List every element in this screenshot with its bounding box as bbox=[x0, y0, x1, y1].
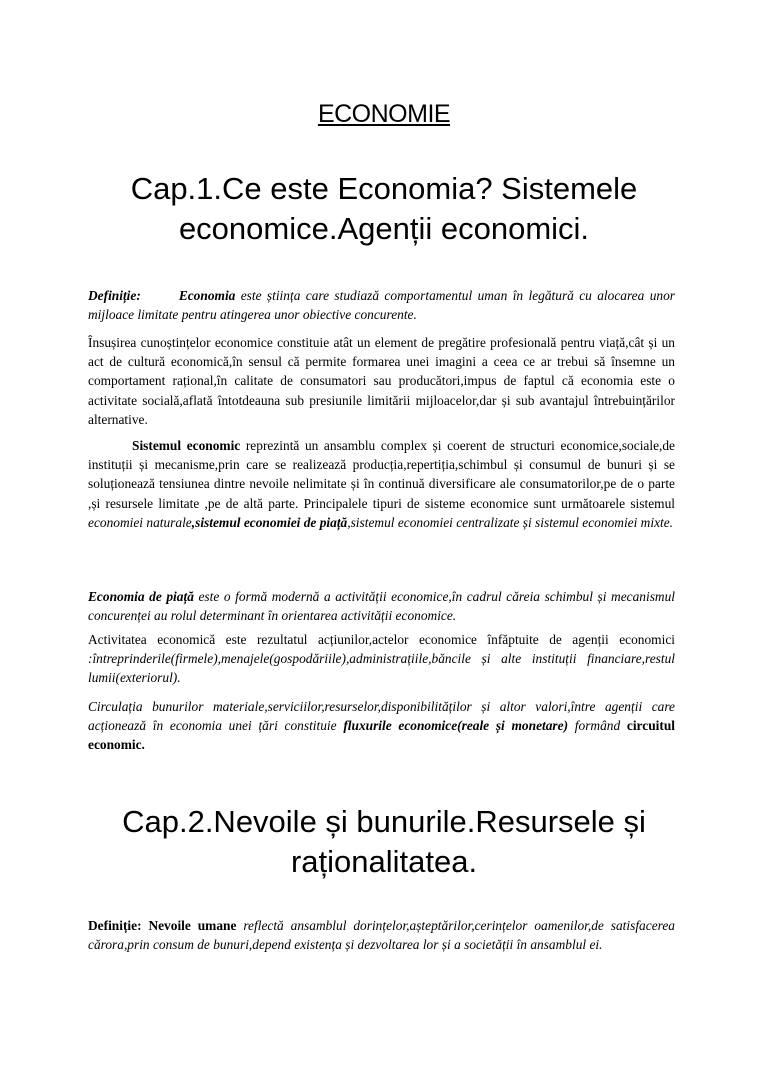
economic-system-text: reprezintă un ansamblu complex și coerent de structuri economice,sociale,de instituții și mecanisme,prin care se realizează producția,repertiția,schimbul și consumul de bunuri și se soluționează tensiunea dintre nevoile nelimitate și în continuă diversificare ale consumatorilor,pe de o parte ,și resursele limitate ,pe de altă parte. Principalele tipuri de sisteme economice sunt următoarele sistemul bbox=[88, 438, 676, 511]
chapter-1-title-line-1: Cap.1.Ce este Economia? Sistemele bbox=[130, 171, 638, 206]
economic-flows-connector: formând bbox=[568, 718, 627, 734]
economic-system-term: Sistemul economic bbox=[132, 438, 241, 453]
economic-flows-term: fluxurile economice(reale și monetare) bbox=[343, 718, 569, 734]
paragraph-economic-activity bbox=[88, 630, 675, 688]
definition-label: Definiție: bbox=[88, 288, 141, 303]
economic-system-italic-1: economiei naturale bbox=[88, 514, 192, 530]
economic-activity-text: Activitatea economică este rezultatul acțiunilor,actelor economice înfăptuite de agenții economici bbox=[88, 632, 675, 647]
chapter-1-heading bbox=[70, 169, 698, 249]
market-economy-term: Economia de piață bbox=[88, 589, 194, 604]
chapter-1-title-line-2: economice.Agenții economici. bbox=[178, 211, 590, 246]
document-title: ECONOMIE bbox=[317, 100, 451, 128]
paragraph-economic-system bbox=[88, 436, 675, 532]
economic-circuit-term: circuitul economic. bbox=[88, 718, 675, 753]
definition-economy bbox=[88, 286, 675, 324]
economic-agents-list: :întreprinderile(firmele),menajele(gospodăriile),administrațiile,băncile și alte instituții financiare,restul lumii(exteriorul). bbox=[88, 651, 675, 686]
chapter-2-title-line-1: Cap.2.Nevoile și bunurile.Resursele și bbox=[122, 804, 646, 839]
human-needs-text: reflectă ansamblul dorințelor,așteptărilor,cerințelor oamenilor,de satisfacerea cărora,prin consum de bunuri,depend existența și dezvoltarea lor și a societății în ansamblul ei. bbox=[88, 918, 675, 953]
economic-system-italic-2: ,sistemul economiei centralizate și sistemul economiei mixte. bbox=[347, 514, 674, 530]
economic-flows-text: Circulația bunurilor materiale,serviciilor,resurselor,disponibilităților și altor valori,între agenții care acționează în economia unei țări constituie bbox=[88, 699, 675, 734]
definition-term: Economia bbox=[178, 288, 236, 303]
economic-system-bold-italic: ,sistemul economiei de piață bbox=[191, 514, 348, 530]
paragraph-economic-knowledge: Însușirea cunoștințelor economice constituie atât un element de pregătire profesională pentru viață,cât și un act de cultură economică,în sensul că permite formarea unei imagini a ceea ce ar trebui să însemne un comportament rațional,în calitate de consumatori sau producători,impus de faptul că economia este o activitate socială,aflată întotdeauna sub presiunile limitării mijloacelor,dar și sub avantajul întrebuințărilor alternative. bbox=[88, 335, 675, 427]
definition-human-needs bbox=[88, 916, 675, 954]
chapter-2-heading bbox=[70, 802, 698, 882]
market-economy-text: este o formă modernă a activității economice,în cadrul căreia schimbul și mecanismul concurenței au rolul determinant în orientarea activității economice. bbox=[88, 589, 676, 624]
human-needs-label: Definiție: Nevoile umane bbox=[88, 918, 237, 933]
definition-text: este știința care studiază comportamentul uman în legătură cu alocarea unor mijloace limitate pentru atingerea unor obiective concurente. bbox=[88, 288, 675, 323]
paragraph-economic-flows bbox=[88, 697, 675, 755]
paragraph-market-economy bbox=[88, 587, 675, 625]
chapter-2-title-line-2: raționalitatea. bbox=[290, 844, 478, 879]
